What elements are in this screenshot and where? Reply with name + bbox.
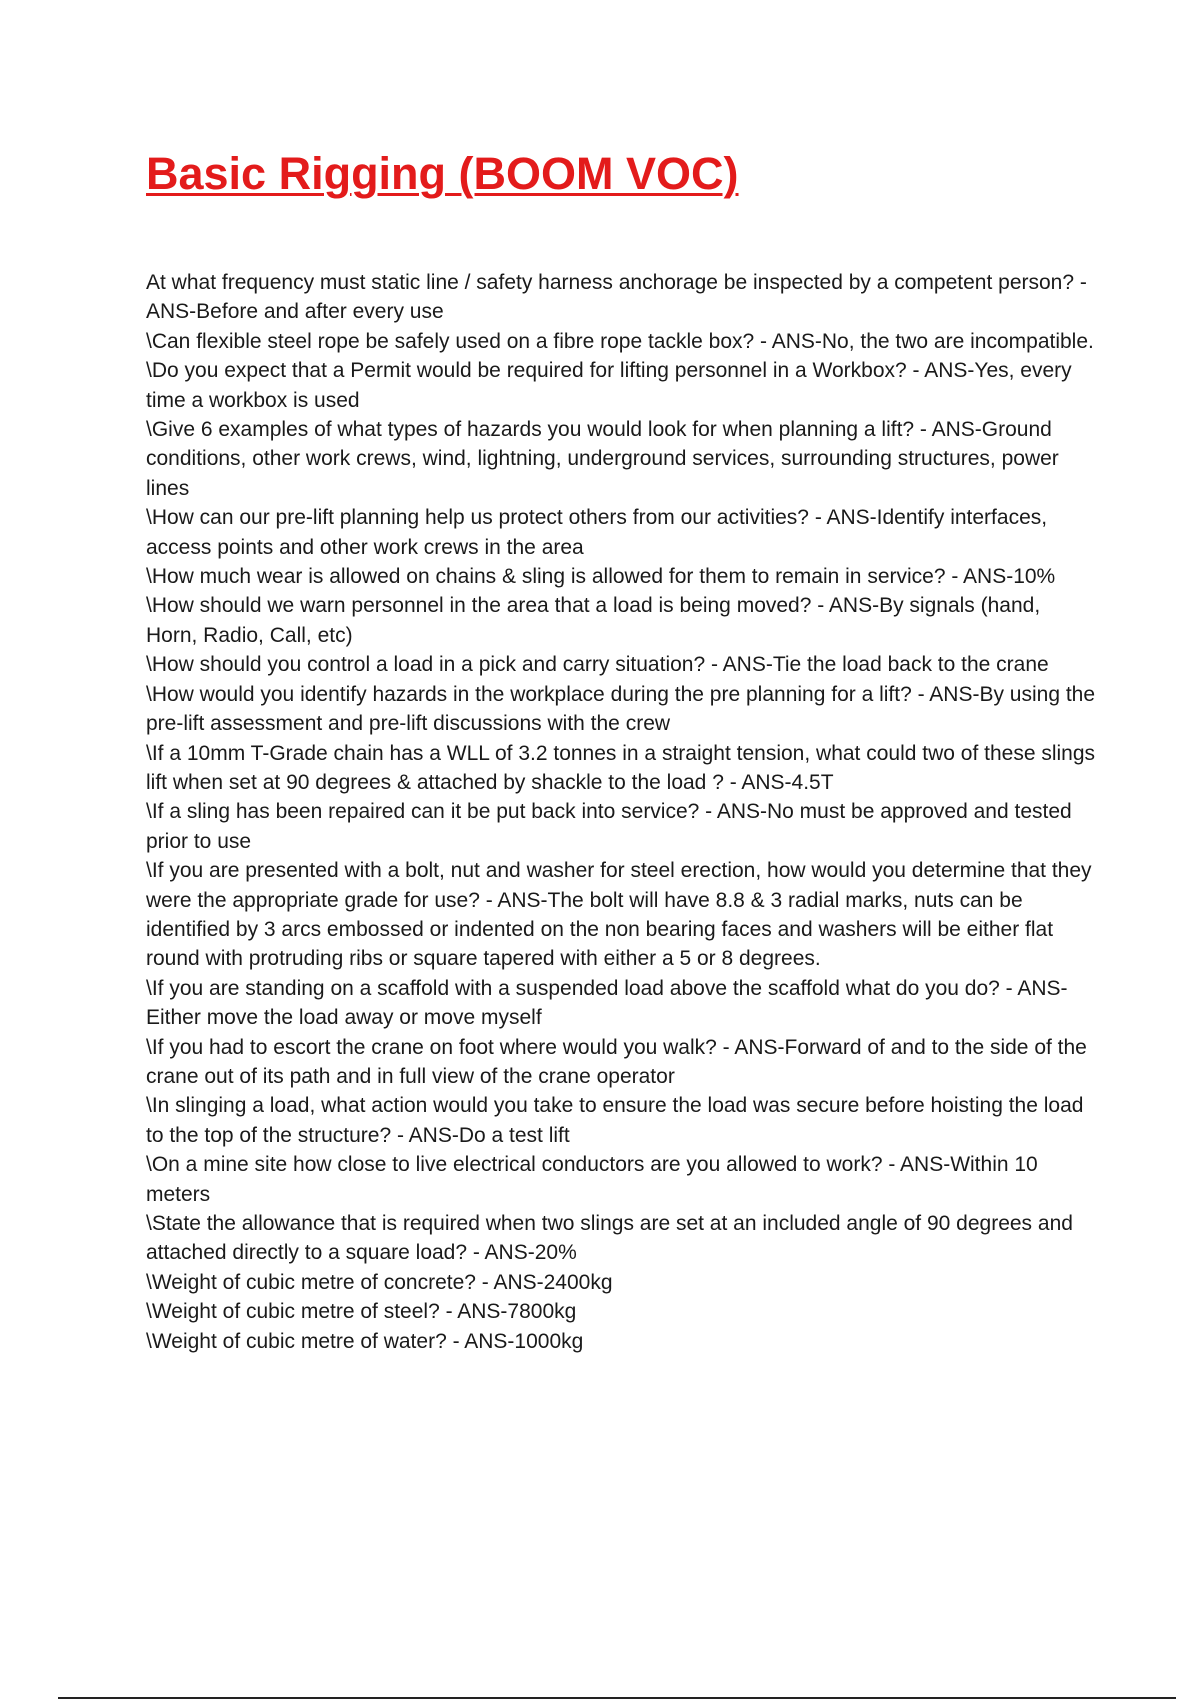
qa-item: \Weight of cubic metre of concrete? - ANS-2400kg <box>146 1270 613 1294</box>
qa-item: \On a mine site how close to live electrical conductors are you allowed to work? - ANS-Within 10 meters <box>146 1153 1038 1206</box>
qa-item: \How should you control a load in a pick and carry situation? - ANS-Tie the load back to the crane <box>146 653 1049 677</box>
qa-item: \Can flexible steel rope be safely used on a fibre rope tackle box? - ANS-No, the two are incompatible. <box>146 329 1094 353</box>
qa-item: \Give 6 examples of what types of hazards you would look for when planning a lift? - ANS-Ground conditions, other work crews, wind, lightning, underground services, surrounding structures, power lines <box>146 418 1059 500</box>
qa-item: \Weight of cubic metre of steel? - ANS-7800kg <box>146 1300 577 1324</box>
qa-item: \Do you expect that a Permit would be required for lifting personnel in a Workbox? - ANS-Yes, every time a workbox is used <box>146 359 1072 412</box>
qa-list <box>146 268 1096 1356</box>
qa-item: \How can our pre-lift planning help us protect others from our activities? - ANS-Identify interfaces, access points and other work crews in the area <box>146 506 1048 559</box>
qa-item: \If a sling has been repaired can it be put back into service? - ANS-No must be approved and tested prior to use <box>146 800 1072 853</box>
qa-item: \State the allowance that is required when two slings are set at an included angle of 90 degrees and attached directly to a square load? - ANS-20% <box>146 1212 1073 1265</box>
qa-item: \How much wear is allowed on chains & sling is allowed for them to remain in service? - ANS-10% <box>146 565 1056 589</box>
qa-item: At what frequency must static line / safety harness anchorage be inspected by a competent person? - ANS-Before and after every use <box>146 271 1087 324</box>
qa-item: \How should we warn personnel in the area that a load is being moved? - ANS-By signals (hand, Horn, Radio, Call, etc) <box>146 594 1041 647</box>
qa-item: \If a 10mm T-Grade chain has a WLL of 3.2 tonnes in a straight tension, what could two of these slings lift when set at 90 degrees & attached by shackle to the load ? - ANS-4.5T <box>146 741 1096 794</box>
qa-item: \If you are presented with a bolt, nut and washer for steel erection, how would you determine that they were the appropriate grade for use? - ANS-The bolt will have 8.8 & 3 radial marks, nuts can be identified by 3 arcs embossed or indented on the non bearing faces and washers will be either flat round with protruding ribs or square tapered with either a 5 or 8 degrees. <box>146 859 1092 971</box>
qa-item: \If you had to escort the crane on foot where would you walk? - ANS-Forward of and to the side of the crane out of its path and in full view of the crane operator <box>146 1035 1087 1088</box>
qa-item: \If you are standing on a scaffold with a suspended load above the scaffold what do you do? - ANS-Either move the load away or move myself <box>146 976 1068 1030</box>
qa-item: \In slinging a load, what action would you take to ensure the load was secure before hoisting the load to the top of the structure? - ANS-Do a test lift <box>146 1094 1084 1147</box>
qa-item: \Weight of cubic metre of water? - ANS-1000kg <box>146 1329 584 1353</box>
qa-item: \How would you identify hazards in the workplace during the pre planning for a lift? - ANS-By using the pre-lift assessment and pre-lift discussions with the crew <box>146 682 1096 736</box>
document-title: Basic Rigging (BOOM VOC) <box>146 148 739 199</box>
footer-divider <box>58 1697 1176 1699</box>
